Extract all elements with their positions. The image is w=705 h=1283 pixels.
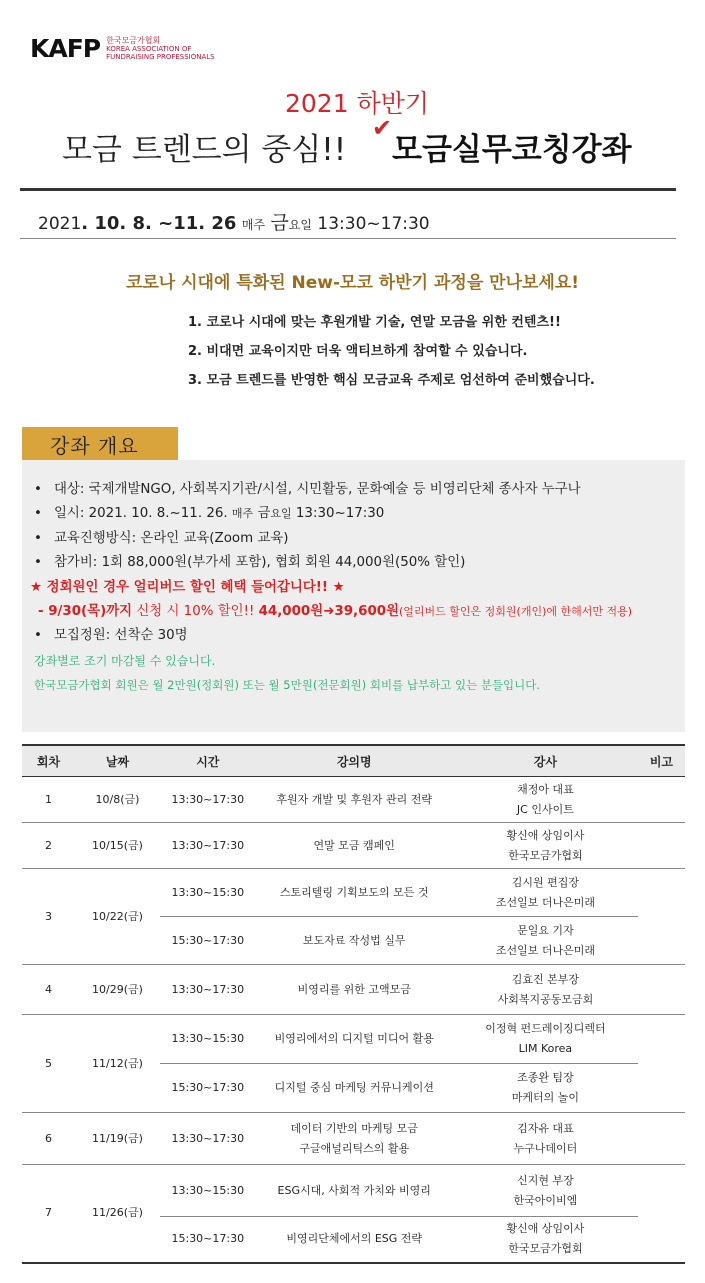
session-date: 10/8(금) — [75, 777, 160, 823]
info-method: • 교육진행방식: 온라인 교육(Zoom 교육) — [34, 530, 289, 546]
session-no: 1 — [22, 777, 75, 823]
session-no: 2 — [22, 823, 75, 869]
date-year: 2021 — [38, 214, 82, 234]
table-header-row — [22, 745, 685, 777]
session-lecture: 스토리텔링 기획보도의 모든 것 — [256, 869, 453, 917]
session-time: 13:30~15:30 — [160, 869, 255, 917]
session-speaker: 김시원 편집장 조선일보 더나은미래 — [453, 869, 638, 917]
early-bird-title: ★ 정회원인 경우 얼리버드 할인 혜택 들어갑니다!! ★ — [30, 579, 345, 595]
logo — [30, 34, 215, 63]
session-note — [638, 1165, 685, 1263]
subtitle: 2021 하반기 — [285, 89, 430, 118]
date-day: 금 — [270, 212, 289, 234]
table-row — [22, 1015, 685, 1064]
col-header: 회차 — [22, 745, 75, 777]
headline: 코로나 시대에 특화된 New-모코 하반기 과정을 만나보세요! — [125, 273, 580, 293]
col-header: 강사 — [453, 745, 638, 777]
session-speaker: 김효진 본부장 사회복지공동모금회 — [453, 965, 638, 1015]
date-yoil: 요일 — [288, 218, 312, 232]
session-lecture: 보도자료 작성법 실무 — [256, 917, 453, 965]
session-note — [638, 1015, 685, 1113]
session-lecture: 데이터 기반의 마케팅 모금 구글애널리틱스의 활용 — [256, 1113, 453, 1165]
session-date: 11/26(금) — [75, 1165, 160, 1263]
feature-item: 1. 코로나 시대에 맞는 후원개발 기술, 연말 모금을 위한 컨텐츠!! — [188, 315, 561, 330]
feature-item: 3. 모금 트렌드를 반영한 핵심 모금교육 주제로 엄선하여 준비했습니다. — [188, 373, 595, 388]
divider — [20, 188, 676, 191]
session-time: 15:30~17:30 — [160, 917, 255, 965]
table-row — [22, 869, 685, 917]
course-info — [30, 478, 633, 697]
session-note — [638, 777, 685, 823]
date-line — [38, 208, 430, 235]
session-lecture: 비영리를 위한 고액모금 — [256, 965, 453, 1015]
session-no: 3 — [22, 869, 75, 965]
session-time: 15:30~17:30 — [160, 1217, 255, 1263]
session-note — [638, 1113, 685, 1165]
logo-name-en2: FUNDRAISING PROFESSIONALS — [106, 52, 215, 61]
schedule-table — [22, 744, 685, 1264]
session-time: 13:30~17:30 — [160, 777, 255, 823]
session-speaker: 채정아 대표 JC 인사이트 — [453, 777, 638, 823]
title-left: 모금 트렌드의 중심!! — [62, 132, 347, 168]
session-lecture: 후원자 개발 및 후원자 관리 전략 — [256, 777, 453, 823]
session-time: 13:30~15:30 — [160, 1165, 255, 1217]
col-header: 강의명 — [256, 745, 453, 777]
session-lecture: ESG시대, 사회적 가치와 비영리 — [256, 1165, 453, 1217]
session-speaker: 문일요 기자 조선일보 더나은미래 — [453, 917, 638, 965]
session-lecture: 비영리단체에서의 ESG 전략 — [256, 1217, 453, 1263]
session-lecture: 연말 모금 캠페인 — [256, 823, 453, 869]
logo-name-en1: KOREA ASSOCIATION OF — [106, 44, 192, 53]
session-no: 7 — [22, 1165, 75, 1263]
info-schedule: • 일시: 2021. 10. 8.~11. 26. 매주 금요일 13:30~17:30 — [34, 506, 385, 522]
session-note — [638, 965, 685, 1015]
date-time: 13:30~17:30 — [317, 214, 430, 234]
feature-list — [188, 308, 595, 395]
col-header: 시간 — [160, 745, 255, 777]
session-speaker: 김자유 대표 누구나데이터 — [453, 1113, 638, 1165]
session-date: 10/29(금) — [75, 965, 160, 1015]
col-header: 날짜 — [75, 745, 160, 777]
session-speaker: 황신애 상임이사 한국모금가협회 — [453, 823, 638, 869]
session-no: 4 — [22, 965, 75, 1015]
session-time: 13:30~17:30 — [160, 1113, 255, 1165]
table-row — [22, 965, 685, 1015]
session-lecture: 디지털 중심 마케팅 커뮤니케이션 — [256, 1064, 453, 1113]
logo-mark: KAFP — [30, 34, 101, 63]
logo-text — [106, 37, 214, 61]
check-icon: ✔ — [372, 114, 393, 142]
divider-thin — [20, 238, 676, 239]
info-target: • 대상: 국제개발NGO, 사회복지기관/시설, 시민활동, 문화예술 등 비영리단체 종사자 누구나 — [34, 482, 581, 497]
session-time: 13:30~17:30 — [160, 823, 255, 869]
session-note — [638, 823, 685, 869]
session-time: 13:30~15:30 — [160, 1015, 255, 1064]
date-range: . 10. 8. ~11. 26 — [81, 213, 237, 234]
session-date: 10/15(금) — [75, 823, 160, 869]
info-note: 한국모금가협회 회원은 월 2만원(정회원) 또는 월 5만원(전문회원) 회비를 납부하고 있는 분들입니다. — [34, 677, 541, 692]
session-date: 11/19(금) — [75, 1113, 160, 1165]
logo-name-ko: 한국모금가협회 — [106, 35, 161, 45]
table-row — [22, 1165, 685, 1217]
col-header: 비고 — [638, 745, 685, 777]
info-capacity: • 모집정원: 선착순 30명 — [34, 628, 188, 644]
early-bird-detail: - 9/30(목)까지 신청 시 10% 할인!! 44,000원➜39,600원(얼리버드 할인은 정회원(개인)에 한해서만 적용) — [38, 604, 633, 620]
table-row — [22, 823, 685, 869]
session-date: 10/22(금) — [75, 869, 160, 965]
info-note: 강좌별로 조기 마감될 수 있습니다. — [34, 653, 216, 668]
page-title: 모금실무코칭강좌 — [392, 132, 632, 168]
session-time: 13:30~17:30 — [160, 965, 255, 1015]
session-speaker: 이정혁 펀드레이징디렉터 LIM Korea — [453, 1015, 638, 1064]
session-speaker: 조종완 팀장 마케터의 놀이 — [453, 1064, 638, 1113]
feature-item: 2. 비대면 교육이지만 더욱 액티브하게 참여할 수 있습니다. — [188, 344, 528, 359]
session-note — [638, 869, 685, 965]
session-no: 5 — [22, 1015, 75, 1113]
table-row — [22, 1113, 685, 1165]
session-speaker: 황신애 상임이사 한국모금가협회 — [453, 1217, 638, 1263]
table-row — [22, 777, 685, 823]
session-speaker: 신지현 부장 한국아이비엠 — [453, 1165, 638, 1217]
section-title: 강좌 개요 — [50, 434, 139, 458]
session-no: 6 — [22, 1113, 75, 1165]
session-time: 15:30~17:30 — [160, 1064, 255, 1113]
info-fee: • 참가비: 1회 88,000원(부가세 포함), 협회 회원 44,000원(50% 할인) — [34, 555, 466, 571]
session-date: 11/12(금) — [75, 1015, 160, 1113]
date-every: 매주 — [241, 218, 266, 232]
session-lecture: 비영리에서의 디지털 미디어 활용 — [256, 1015, 453, 1064]
